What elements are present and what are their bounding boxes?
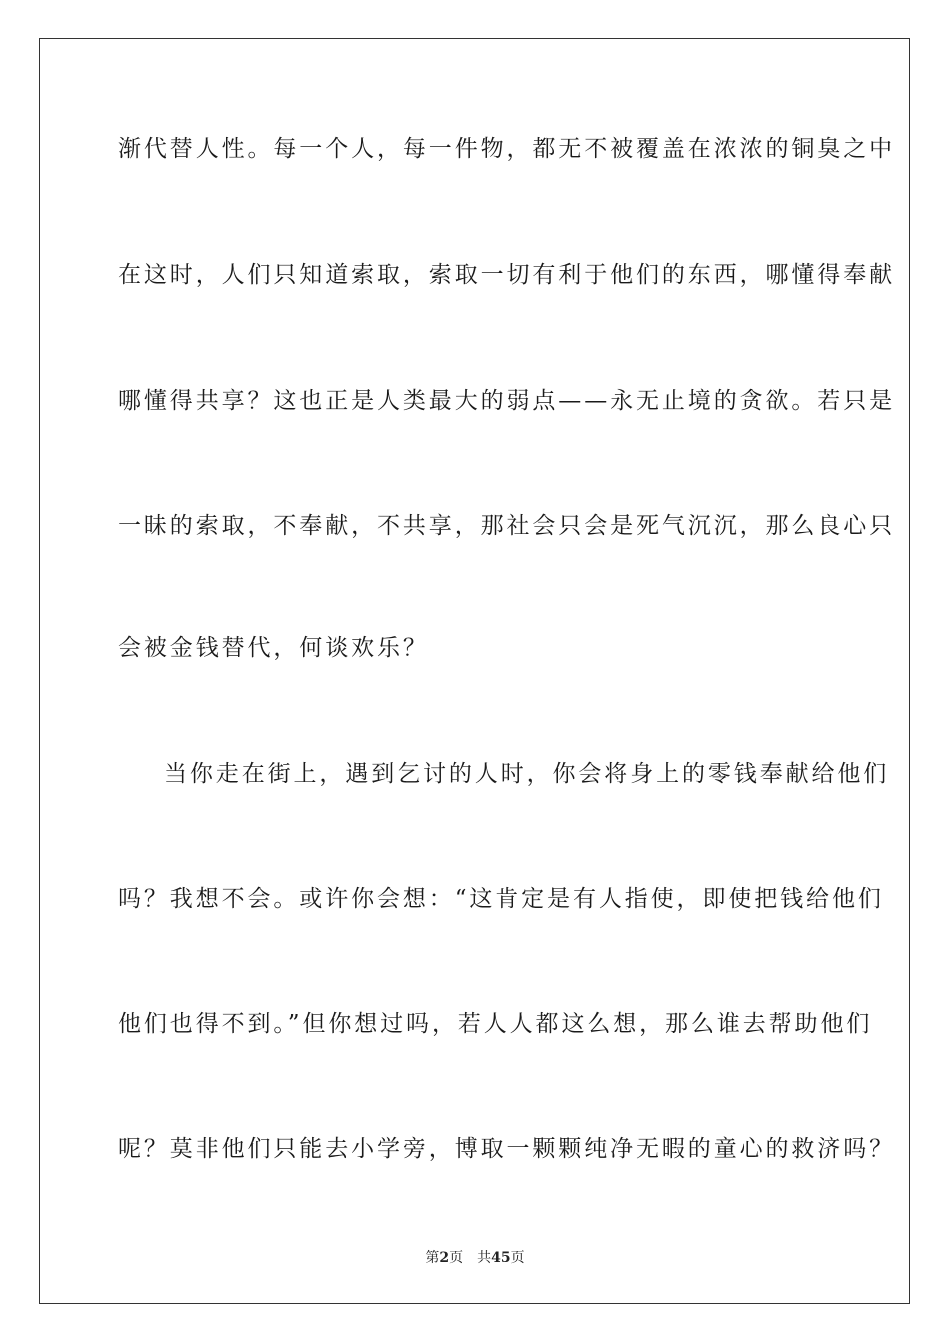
body-text-line-4: 一昧的索取，不奉献，不共享，那社会只会是死气沉沉，那么良心只 <box>118 513 895 539</box>
total-prefix: 共 <box>477 1250 492 1266</box>
body-text-line-7: 吗？我想不会。或许你会想：“这肯定是有人指使，即使把钱给他们 <box>118 886 884 912</box>
page-border <box>39 38 910 1304</box>
body-text-line-8: 他们也得不到。”但你想过吗，若人人都这么想，那么谁去帮助他们 <box>118 1011 873 1037</box>
body-text-line-1: 渐代替人性。每一个人，每一件物，都无不被覆盖在浓浓的铜臭之中 <box>118 136 895 162</box>
page-prefix: 第 <box>425 1250 440 1266</box>
page-suffix: 页 <box>449 1250 464 1266</box>
body-text-line-6-paragraph-start: 当你走在街上，遇到乞讨的人时，你会将身上的零钱奉献给他们 <box>164 761 890 787</box>
page-number: 2 <box>439 1250 450 1266</box>
body-text-line-2: 在这时，人们只知道索取，索取一切有利于他们的东西，哪懂得奉献 <box>118 262 895 288</box>
body-text-line-3: 哪懂得共享？这也正是人类最大的弱点——永无止境的贪欲。若只是 <box>118 388 895 414</box>
body-text-line-9: 呢？莫非他们只能去小学旁，博取一颗颗纯净无暇的童心的救济吗？ <box>118 1136 895 1162</box>
total-pages: 45 <box>491 1250 511 1266</box>
total-suffix: 页 <box>510 1250 525 1266</box>
body-text-line-5: 会被金钱替代，何谈欢乐？ <box>118 635 429 661</box>
page-footer <box>0 1249 950 1267</box>
